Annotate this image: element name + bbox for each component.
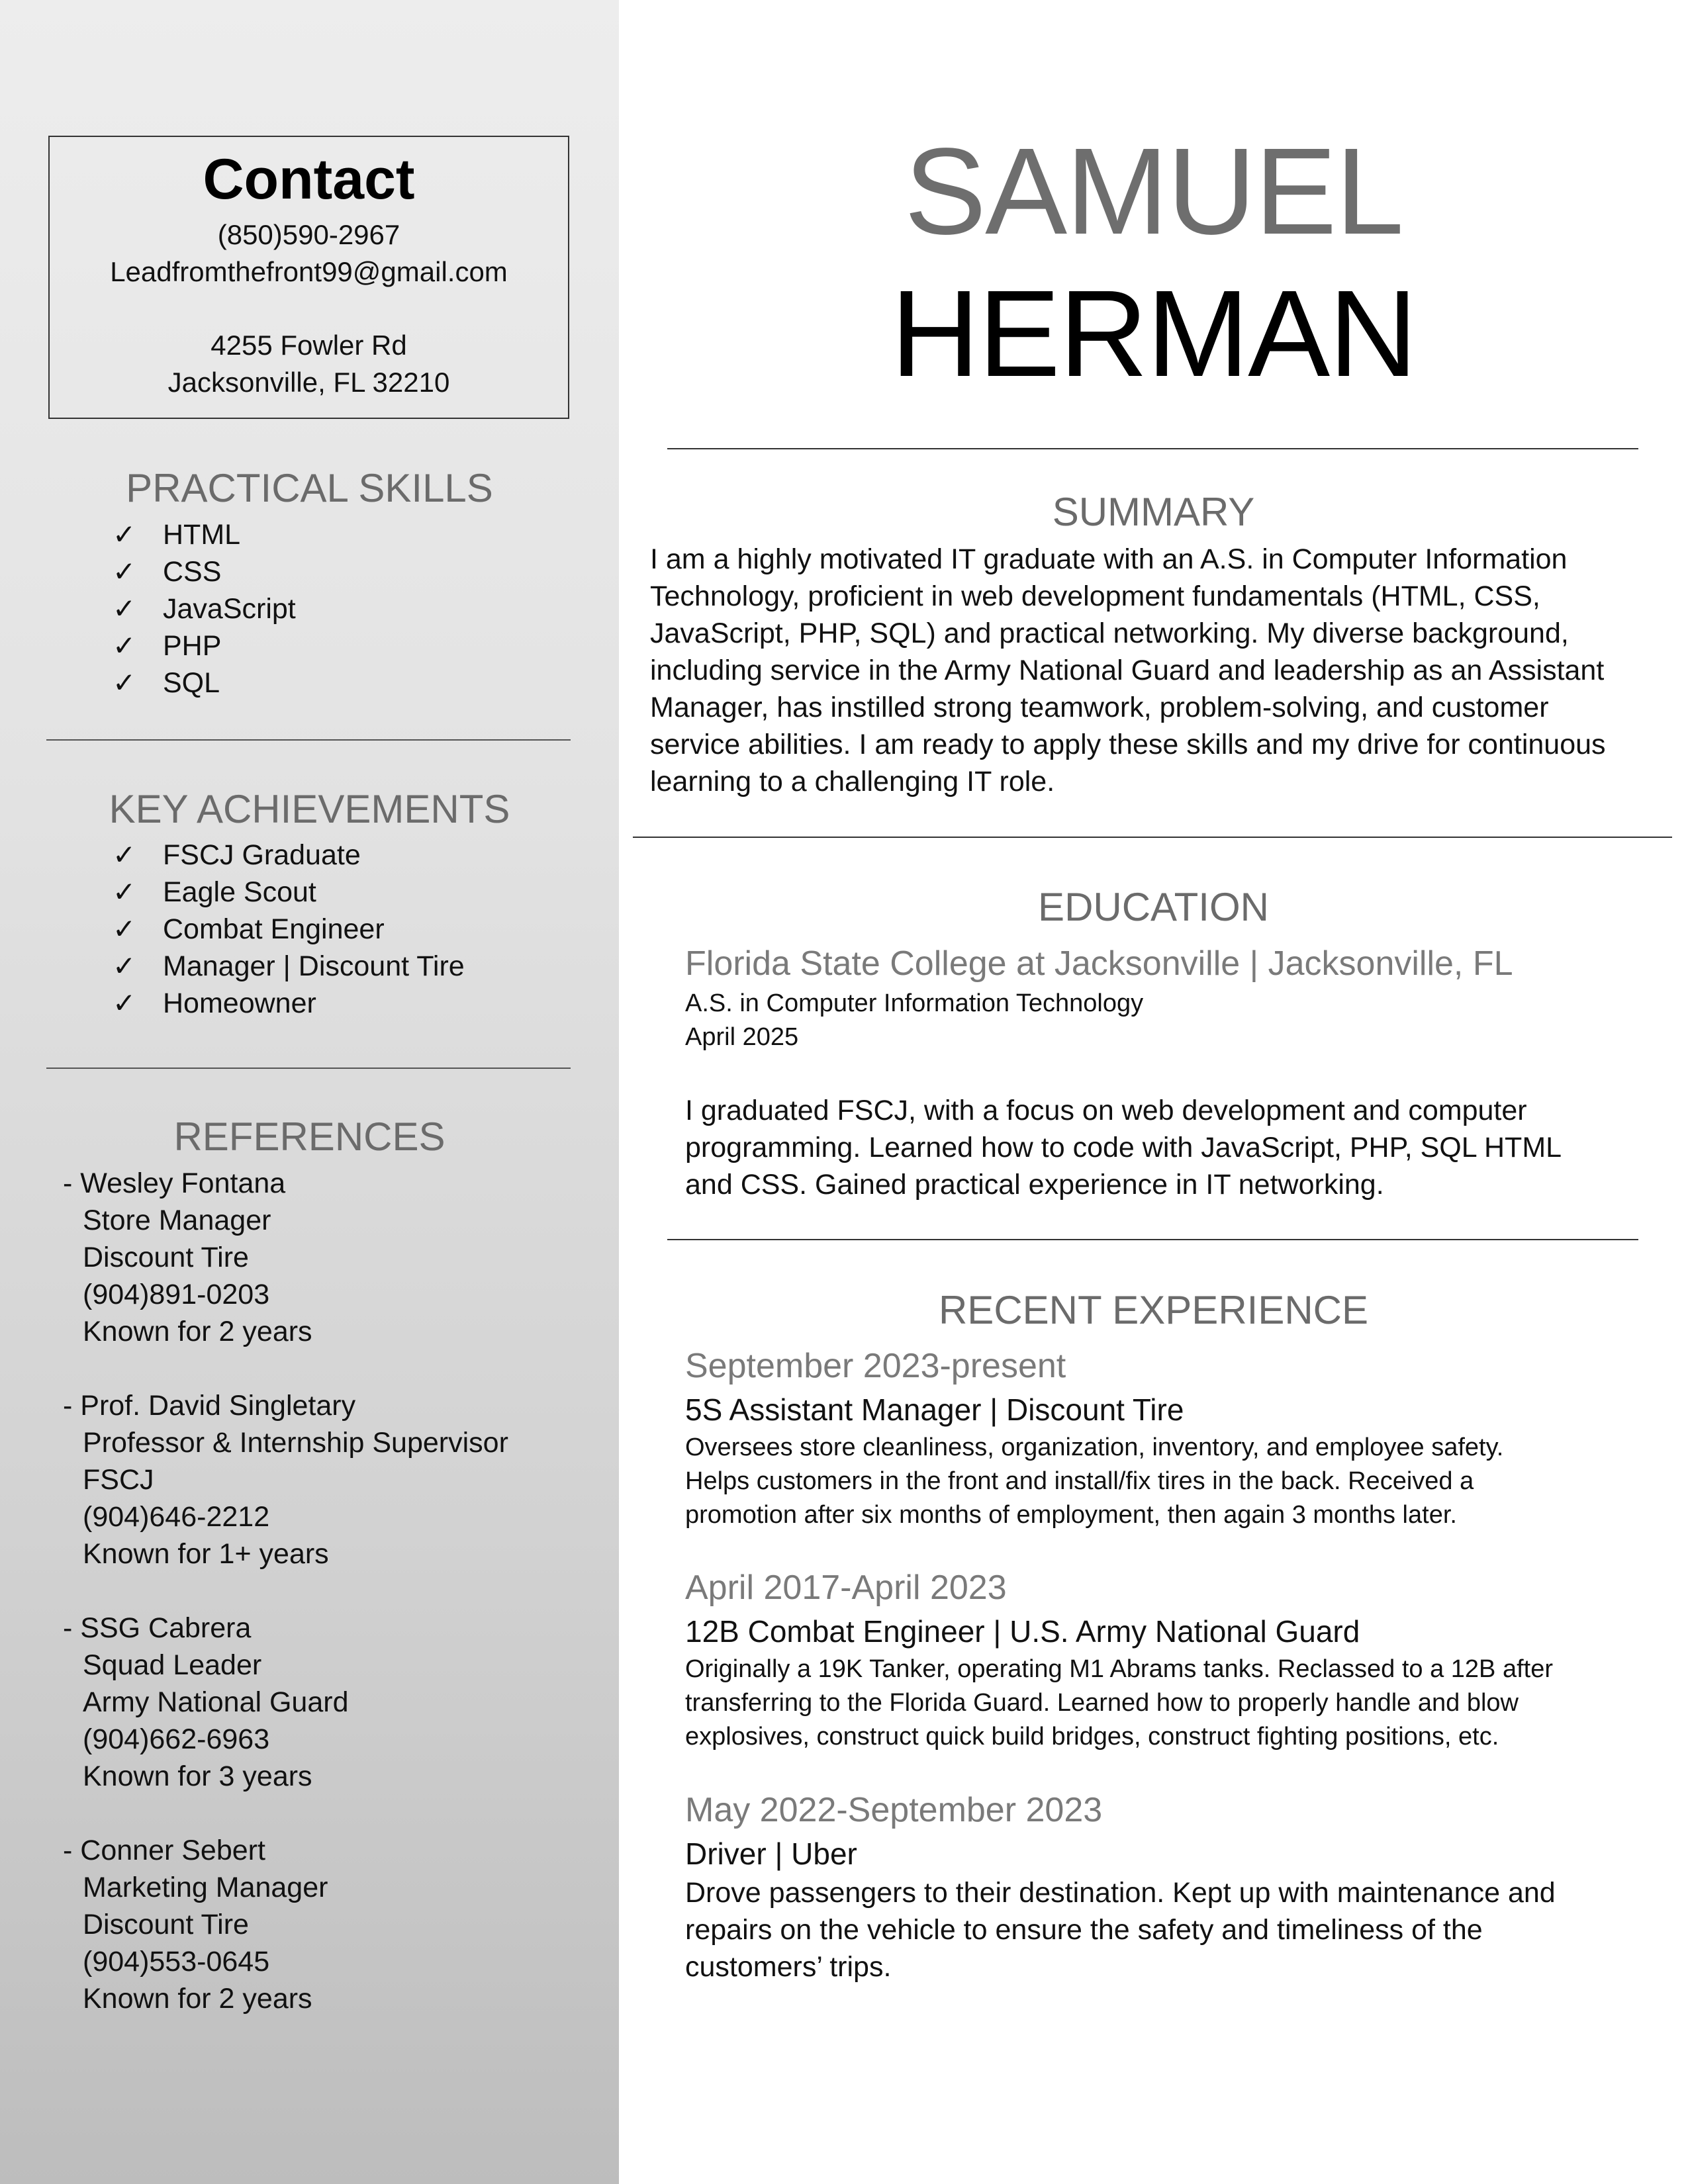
job-dates: May 2022-September 2023 — [685, 1791, 1103, 1829]
achievement-item — [113, 948, 465, 985]
contact-title: Contact — [203, 148, 415, 211]
job-role: 5S Assistant Manager | Discount Tire — [685, 1392, 1184, 1427]
summary-line: service abilities. I am ready to apply these skills and my drive for continuous — [650, 729, 1606, 760]
reference-name: - Conner Sebert — [63, 1835, 265, 1866]
job-line: explosives, construct quick build bridges, construct fighting positions, etc. — [685, 1723, 1499, 1751]
reference-phone: (904)662-6963 — [83, 1723, 270, 1755]
skill-item — [113, 664, 296, 702]
experience-heading: RECENT EXPERIENCE — [938, 1288, 1369, 1332]
achievement-label: Manager | Discount Tire — [163, 950, 465, 982]
reference-known: Known for 2 years — [83, 1983, 312, 2015]
job-line: Oversees store cleanliness, organization, inventory, and employee safety. — [685, 1433, 1504, 1461]
reference-phone: (904)553-0645 — [83, 1946, 270, 1978]
sidebar — [0, 0, 619, 2184]
reference-org: Discount Tire — [83, 1909, 249, 1940]
checkmark-icon: ✓ — [113, 630, 136, 661]
summary-line: including service in the Army National Guard and leadership as an Assistant — [650, 655, 1605, 686]
checkmark-icon: ✓ — [113, 556, 136, 587]
reference-name: - Prof. David Singletary — [63, 1390, 356, 1422]
checkmark-icon: ✓ — [113, 667, 136, 698]
skill-label: HTML — [163, 519, 241, 551]
contact-phone: (850)590-2967 — [217, 219, 400, 250]
sidebar-divider — [46, 1068, 571, 1069]
job-role: 12B Combat Engineer | U.S. Army National Guard — [685, 1614, 1360, 1649]
reference-org: FSCJ — [83, 1464, 154, 1496]
checkmark-icon: ✓ — [113, 593, 136, 624]
skill-item — [113, 516, 296, 553]
reference-phone: (904)646-2212 — [83, 1501, 270, 1533]
references-list — [63, 1165, 508, 2054]
achievement-label: Combat Engineer — [163, 913, 385, 945]
header-divider — [667, 448, 1638, 449]
achievement-label: Eagle Scout — [163, 876, 316, 908]
education-date: April 2025 — [685, 1023, 799, 1051]
reference-phone: (904)891-0203 — [83, 1279, 270, 1310]
achievements-heading: KEY ACHIEVEMENTS — [109, 787, 510, 831]
reference-title: Marketing Manager — [83, 1872, 328, 1903]
checkmark-icon: ✓ — [113, 913, 136, 944]
achievement-label: Homeowner — [163, 987, 316, 1019]
job-description — [685, 1653, 1553, 1754]
job-description — [685, 1874, 1556, 1985]
skills-heading: PRACTICAL SKILLS — [126, 466, 493, 510]
education-divider — [667, 1239, 1638, 1240]
job-line: repairs on the vehicle to ensure the safety and timeliness of the — [685, 1914, 1483, 1946]
reference-org: Discount Tire — [83, 1242, 249, 1273]
skill-label: CSS — [163, 556, 222, 588]
summary-divider — [633, 837, 1672, 838]
checkmark-icon: ✓ — [113, 839, 136, 870]
job-role: Driver | Uber — [685, 1837, 857, 1871]
checkmark-icon: ✓ — [113, 950, 136, 981]
skill-item — [113, 590, 296, 627]
reference-item — [63, 1165, 508, 1350]
achievement-item — [113, 911, 465, 948]
achievement-label: FSCJ Graduate — [163, 839, 361, 871]
reference-title: Store Manager — [83, 1205, 271, 1236]
education-heading: EDUCATION — [1038, 885, 1269, 929]
achievement-item — [113, 985, 465, 1022]
summary-line: Technology, proficient in web development fundamentals (HTML, CSS, — [650, 580, 1540, 612]
reference-known: Known for 1+ years — [83, 1538, 329, 1570]
job-line: transferring to the Florida Guard. Learned how to properly handle and blow — [685, 1689, 1519, 1717]
job-line: Originally a 19K Tanker, operating M1 Abrams tanks. Reclassed to a 12B after — [685, 1655, 1553, 1683]
summary-line: learning to a challenging IT role. — [650, 766, 1055, 797]
job-line: Helps customers in the front and install/fix tires in the back. Received a — [685, 1467, 1474, 1495]
summary-line: I am a highly motivated IT graduate with an A.S. in Computer Information — [650, 543, 1568, 575]
reference-known: Known for 3 years — [83, 1760, 312, 1792]
achievements-list — [113, 837, 465, 1022]
contact-address-line2: Jacksonville, FL 32210 — [167, 367, 450, 398]
checkmark-icon: ✓ — [113, 987, 136, 1019]
job-description — [685, 1431, 1503, 1532]
summary-line: JavaScript, PHP, SQL) and practical networking. My diverse background, — [650, 617, 1569, 649]
education-line: I graduated FSCJ, with a focus on web development and computer — [685, 1095, 1527, 1126]
reference-org: Army National Guard — [83, 1686, 349, 1718]
job-line: customers’ trips. — [685, 1951, 892, 1983]
job-line: Drove passengers to their destination. Kept up with maintenance and — [685, 1877, 1556, 1909]
achievement-item — [113, 837, 465, 874]
achievement-item — [113, 874, 465, 911]
education-school: Florida State College at Jacksonville | Jacksonville, FL — [685, 944, 1513, 983]
name-last: HERMAN — [890, 265, 1417, 402]
reference-item — [63, 1387, 508, 1572]
education-degree: A.S. in Computer Information Technology — [685, 989, 1144, 1017]
summary-line: Manager, has instilled strong teamwork, problem-solving, and customer — [650, 692, 1549, 723]
skills-list — [113, 516, 296, 702]
checkmark-icon: ✓ — [113, 519, 136, 550]
contact-box — [48, 136, 569, 419]
education-line: and CSS. Gained practical experience in IT networking. — [685, 1169, 1384, 1201]
education-text — [685, 1092, 1562, 1203]
job-dates: April 2017-April 2023 — [685, 1569, 1007, 1607]
skill-label: PHP — [163, 630, 222, 662]
education-line: programming. Learned how to code with JavaScript, PHP, SQL HTML — [685, 1132, 1562, 1163]
name-first: SAMUEL — [904, 123, 1403, 260]
job-line: promotion after six months of employment, then again 3 months later. — [685, 1501, 1457, 1529]
reference-item — [63, 1610, 508, 1795]
references-heading: REFERENCES — [173, 1115, 445, 1159]
reference-title: Squad Leader — [83, 1649, 262, 1681]
summary-heading: SUMMARY — [1052, 490, 1255, 534]
checkmark-icon: ✓ — [113, 876, 136, 907]
skill-item — [113, 627, 296, 664]
reference-name: - Wesley Fontana — [63, 1167, 286, 1199]
reference-known: Known for 2 years — [83, 1316, 312, 1347]
contact-spacer — [50, 291, 568, 327]
summary-text — [650, 541, 1606, 800]
reference-item — [63, 1832, 508, 2017]
contact-email: Leadfromthefront99@gmail.com — [110, 256, 508, 287]
skill-label: SQL — [163, 667, 220, 699]
skill-label: JavaScript — [163, 593, 296, 625]
contact-address-line1: 4255 Fowler Rd — [211, 330, 407, 361]
skill-item — [113, 553, 296, 590]
reference-name: - SSG Cabrera — [63, 1612, 252, 1644]
job-dates: September 2023-present — [685, 1347, 1066, 1385]
reference-title: Professor & Internship Supervisor — [83, 1427, 508, 1459]
sidebar-divider — [46, 739, 571, 741]
